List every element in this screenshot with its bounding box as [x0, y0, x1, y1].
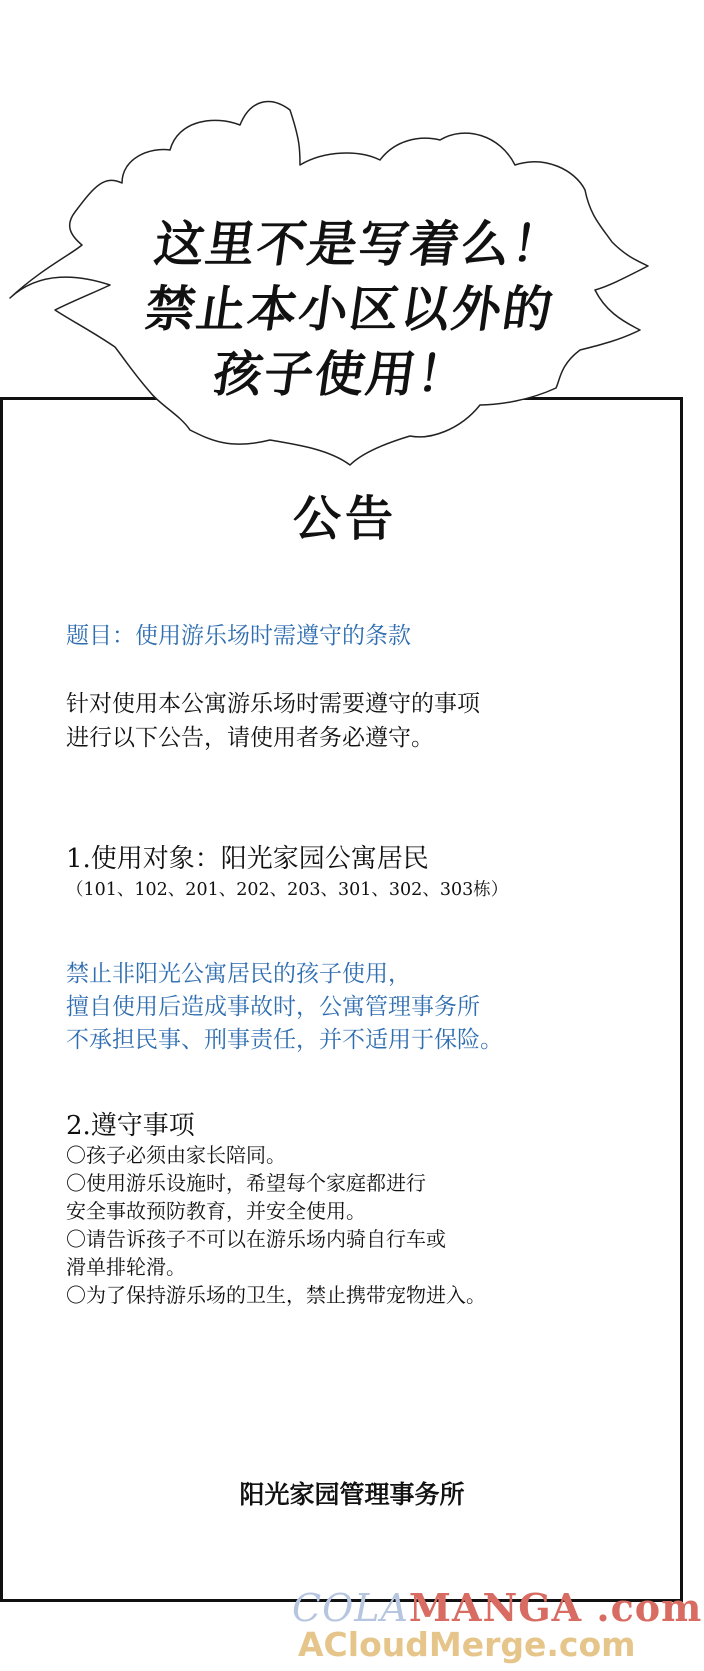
watermark-part: MANGA — [408, 1585, 583, 1630]
rule-line: 〇请告诉孩子不可以在游乐场内骑自行车或 — [66, 1227, 446, 1251]
rule-line: 〇孩子必须由家长陪同。 — [66, 1143, 286, 1167]
notice-intro — [66, 687, 480, 755]
warning-line: 禁止非阳光公寓居民的孩子使用， — [66, 961, 411, 987]
speech-line: 禁止本小区以外的 — [141, 281, 559, 338]
warning-line: 不承担民事、刑事责任，并不适用于保险。 — [66, 1027, 503, 1053]
rule-line: 〇使用游乐设施时，希望每个家庭都进行 — [66, 1171, 426, 1195]
watermark-colamanga — [292, 1585, 702, 1630]
section1-units: （101、102、201、202、203、301、302、303栋） — [66, 880, 509, 900]
watermark-acloudmerge: ACloudMerge.com — [298, 1625, 636, 1664]
notice-warning — [66, 958, 503, 1057]
intro-line: 针对使用本公寓游乐场时需要遵守的事项 — [66, 691, 480, 717]
notice-signature: 阳光家园管理事务所 — [239, 1480, 465, 1509]
rules-list — [66, 1141, 486, 1309]
intro-line: 进行以下公告，请使用者务必遵守。 — [66, 725, 434, 751]
speech-bubble-text — [86, 212, 613, 407]
rule-line: 安全事故预防教育，并安全使用。 — [66, 1199, 366, 1223]
speech-line: 孩子使用！ — [209, 346, 473, 403]
section2-heading: 2.遵守事项 — [66, 1111, 195, 1141]
notice-subject: 题目：使用游乐场时需遵守的条款 — [66, 623, 411, 649]
speech-line: 这里不是写着么！ — [151, 216, 568, 273]
section1-heading: 1.使用对象：阳光家园公寓居民 — [66, 844, 429, 874]
rule-line: 〇为了保持游乐场的卫生，禁止携带宠物进入。 — [66, 1283, 486, 1307]
watermark-part: .com — [582, 1585, 703, 1630]
warning-line: 擅自使用后造成事故时，公寓管理事务所 — [66, 994, 480, 1020]
notice-title: 公告 — [292, 491, 397, 547]
watermark-part: COLA — [292, 1586, 409, 1630]
rule-line: 滑单排轮滑。 — [66, 1255, 186, 1279]
